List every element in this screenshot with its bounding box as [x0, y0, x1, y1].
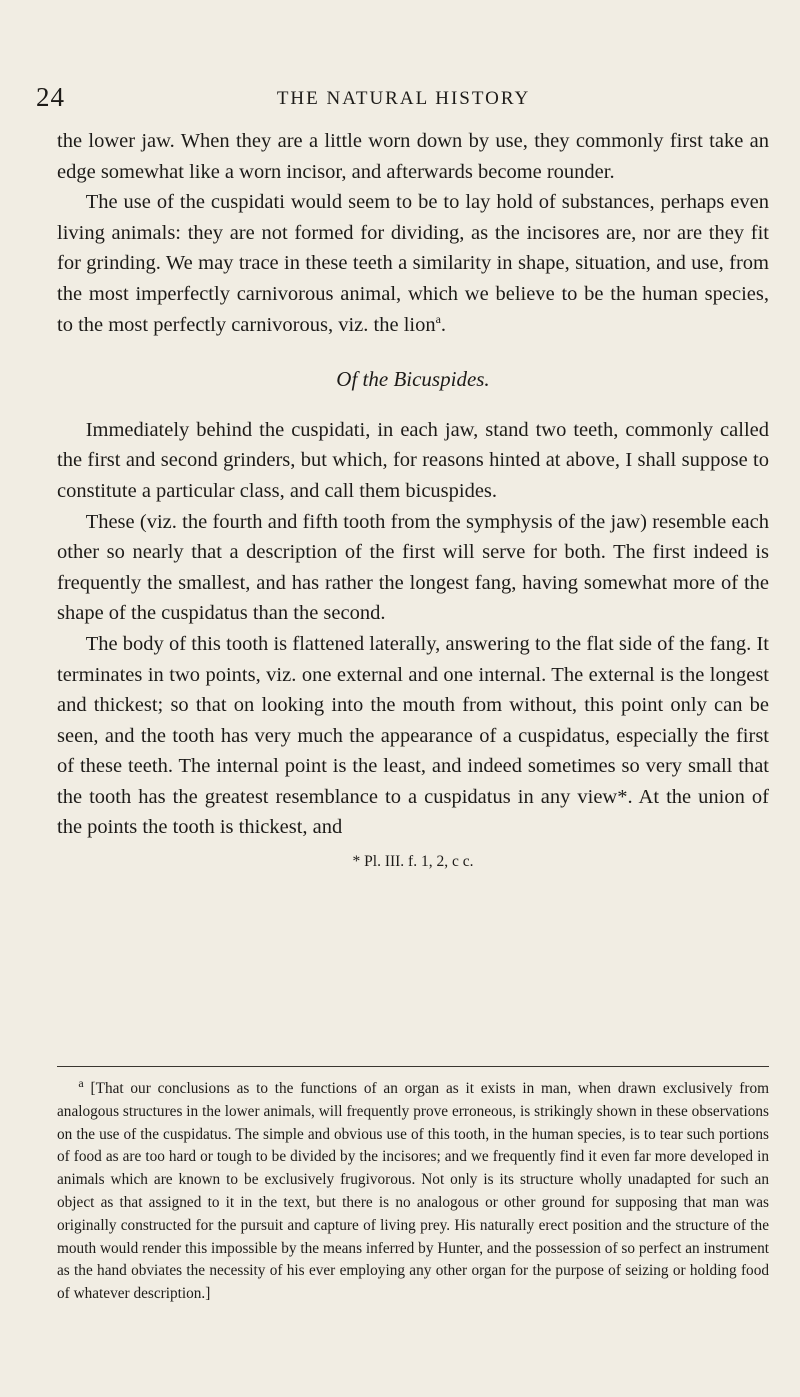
- main-text: [57, 126, 769, 878]
- section-title: Of the Bicuspides.: [336, 367, 490, 392]
- footnote-paragraph: [57, 1075, 770, 1306]
- footnote-reference: a: [435, 311, 441, 326]
- paragraph-bicuspides-intro: Immediately behind the cuspidati, in each jaw, stand two teeth, commonly called the first and second grinders, but which, for reasons hinted at above, I shall suppose to constitute a particular class, and call them bicuspides.: [57, 418, 769, 502]
- plate-reference-note: * Pl. III. f. 1, 2, c c.: [352, 853, 474, 871]
- page-header: [36, 82, 771, 122]
- footnote-marker: a: [78, 1075, 84, 1090]
- paragraph-text: The use of the cuspidati would seem to be to lay hold of substances, perhaps even living animals: they are not formed for dividing, as the incisores are, nor are they fit for grinding. We may trace in these teeth a similarity in shape, situation, and use, from the most imperfectly carnivorous animal, which we believe to be the human species, to the most perfectly carnivorous, viz. the lion: [57, 191, 769, 336]
- footnote-divider: [57, 1066, 769, 1067]
- paragraph-cuspidati-use: [57, 187, 769, 340]
- running-head: THE NATURAL HISTORY: [276, 88, 531, 109]
- page-number: 24: [36, 82, 65, 112]
- paragraph-end: .: [440, 313, 447, 336]
- footnote-block: [57, 1075, 770, 1306]
- footnote-text: [That our conclusions as to the functions of an organ as it exists in man, when drawn exclusively from analogous structures in the lower animals, will frequently prove erroneous, is strikingly shown in these observations on the use of the cuspidatus. The simple and obvious use of this tooth, in the human species, is to tear such portions of food as are too hard or tough to be divided by the incisores; and we frequently find it even far more developed in animals which are known to be exclusively frugivorous. Not only is its structure wholly unadapted for such an object as that assigned to it in the text, but there is no analogous or other ground for supposing that man was originally constructed for the pursuit and capture of living prey. His naturally erect position and the structure of the mouth would render this impossible by the means inferred by Hunter, and the possession of so perfect an instrument as the hand obviates the necessity of his ever employing any other organ for the purpose of seizing or holding food of whatever description.]: [57, 1080, 770, 1303]
- paragraph-bicuspides-body: The body of this tooth is flattened laterally, answering to the flat side of the fang. It terminates in two points, viz. one external and one internal. The external is the longest and thickest; so that on looking into the mouth from without, this point only can be seen, and the tooth has very much the appearance of a cuspidatus, especially the first of these teeth. The internal point is the least, and indeed sometimes so very small that the tooth has the greatest resemblance to a cuspidatus in any view*. At the union of the points the tooth is thickest, and: [57, 632, 769, 839]
- paragraph-bicuspides-description: These (viz. the fourth and fifth tooth from the symphysis of the jaw) resemble each other so nearly that a description of the first will serve for both. The first indeed is frequently the smallest, and has rather the longest fang, having somewhat more of the shape of the cuspidatus than the second.: [57, 510, 769, 625]
- paragraph-continued: the lower jaw. When they are a little worn down by use, they commonly first take an edge somewhat like a worn incisor, and afterwards become rounder.: [57, 130, 769, 183]
